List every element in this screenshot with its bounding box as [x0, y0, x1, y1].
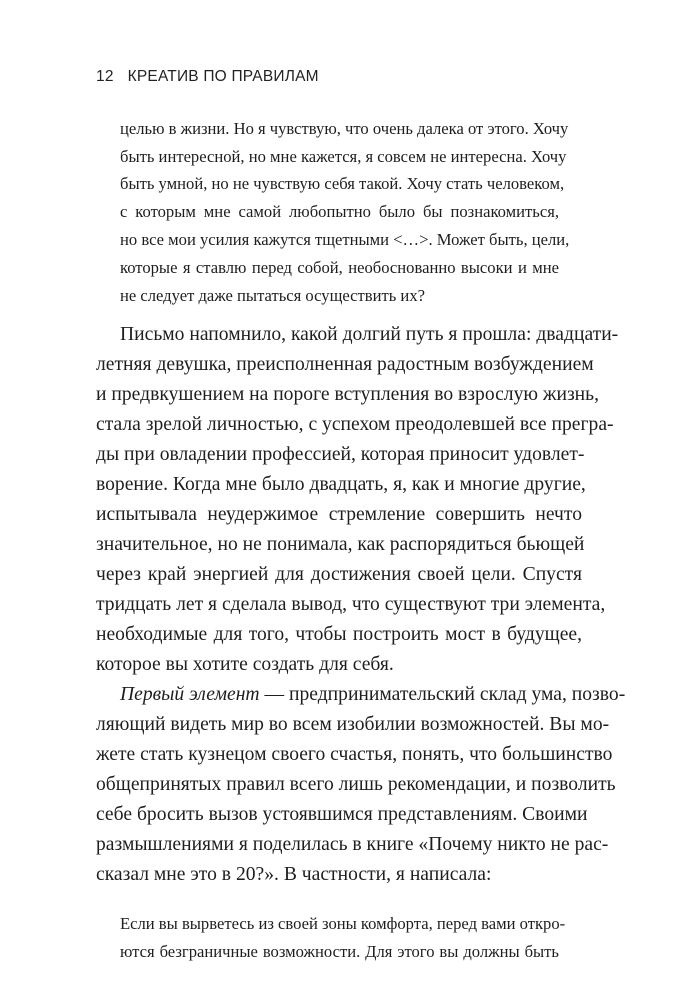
quote-line: Если вы вырветесь из своей зоны комфорта, перед вами откро- [120, 914, 566, 933]
text-line: Письмо напомнило, какой долгий путь я прошла: двадцати- [120, 324, 619, 345]
italic-lead: Первый элемент [120, 684, 260, 705]
running-title: КРЕАТИВ ПО ПРАВИЛАМ [127, 68, 319, 85]
text-line: общепринятых правил всего лишь рекомендации, и позволить [96, 774, 616, 795]
quote-line: ются безграничные возможности. Для этого вы должны быть [120, 942, 559, 961]
text-line: ляющий видеть мир во всем изобилии возможностей. Вы мо- [96, 714, 610, 735]
page-number: 12 [96, 68, 114, 85]
text-line: необходимые для того, чтобы построить мост в будущее, [96, 624, 582, 645]
quote-line: но все мои усилия кажутся тщетными <…>. Может быть, цели, [120, 230, 570, 249]
quote-line: которые я ставлю перед собой, необоснованно высоки и мне [120, 258, 559, 277]
text-line: тридцать лет я сделала вывод, что существуют три элемента, [96, 594, 606, 615]
text-line: которое вы хотите создать для себя. [96, 654, 394, 675]
quote-line: не следует даже пытаться осуществить их? [120, 286, 425, 305]
running-head [96, 68, 319, 86]
text-line: испытывала неудержимое стремление совершить нечто [96, 504, 582, 525]
text-line: летняя девушка, преисполненная радостным возбуждением [96, 354, 594, 375]
text-line: размышлениями я поделилась в книге «Почему никто не рас- [96, 834, 609, 855]
text-line: жете стать кузнецом своего счастья, понять, что большинство [96, 744, 613, 765]
text-line: себе бросить вызов устоявшимся представлениям. Своими [96, 804, 588, 825]
lead-rest: — предпринимательский склад ума, позво- [259, 684, 626, 705]
text-line: стала зрелой личностью, с успехом преодолевшей все прегра- [96, 414, 614, 435]
quote-line: быть умной, но не чувствую себя такой. Хочу стать человеком, [120, 174, 565, 193]
text-line: значительное, но не понимала, как распорядиться бьющей [96, 534, 585, 555]
text-line: сказал мне это в 20?». В частности, я написала: [96, 864, 492, 885]
text-line: ворение. Когда мне было двадцать, я, как и многие другие, [96, 474, 586, 495]
text-line [120, 684, 626, 706]
quote-line: быть интересной, но мне кажется, я совсем не интересна. Хочу [120, 147, 567, 166]
text-line: ды при овладении профессией, которая приносит удовлет- [96, 444, 585, 465]
text-line: через край энергией для достижения своей цели. Спустя [96, 564, 582, 585]
text-line: и предвкушением на пороге вступления во взрослую жизнь, [96, 384, 599, 405]
quote-line: с которым мне самой любопытно было бы познакомиться, [120, 202, 559, 221]
quote-line: целью в жизни. Но я чувствую, что очень далека от этого. Хочу [120, 119, 569, 138]
